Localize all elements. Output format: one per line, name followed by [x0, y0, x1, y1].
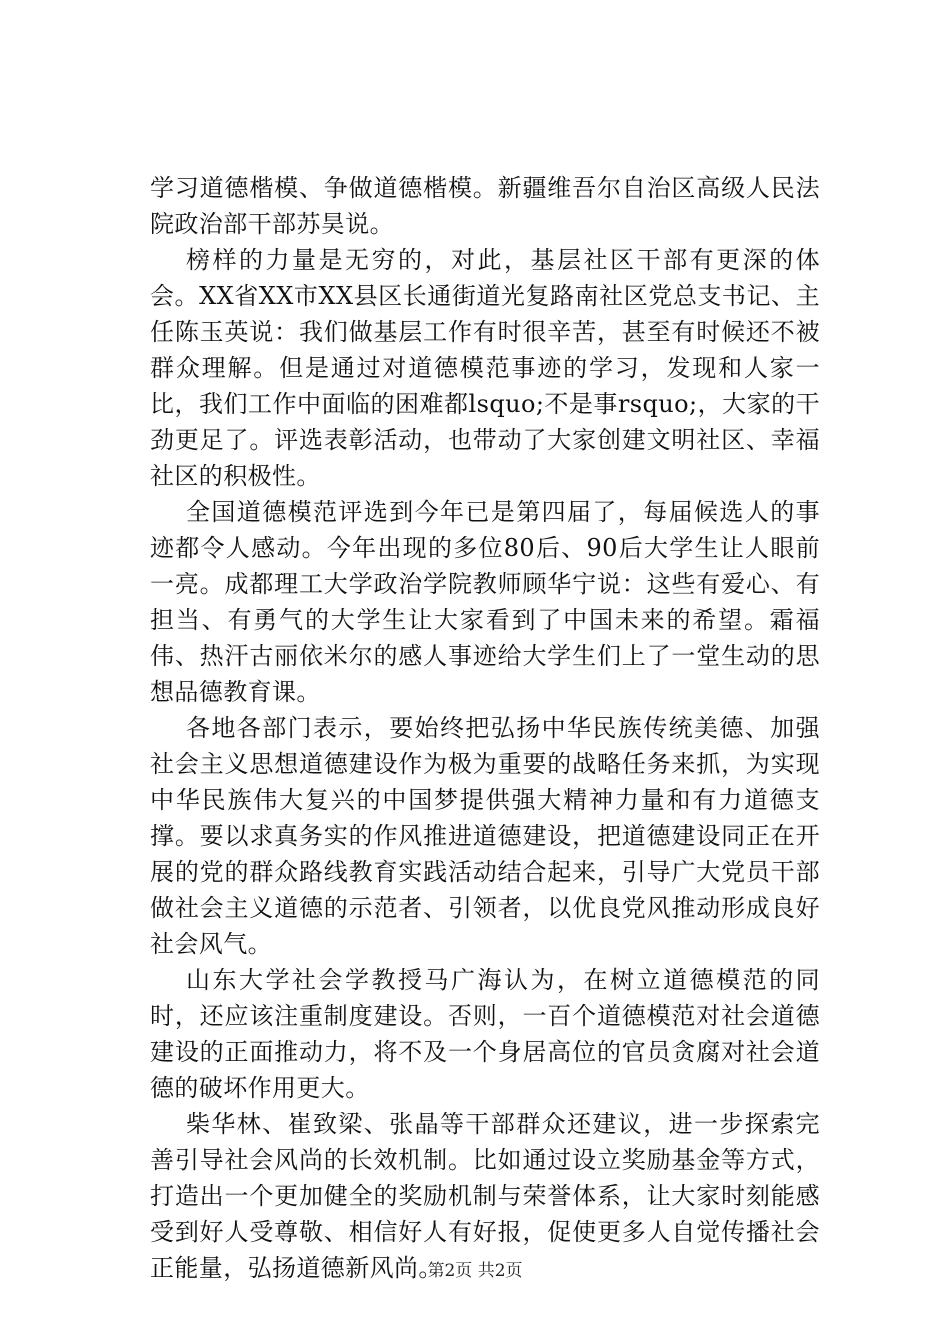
paragraph-4: 各地各部门表示，要始终把弘扬中华民族传统美德、加强社会主义思想道德建设作为极为重要的战略任务来抓，为实现中华民族伟大复兴的中国梦提供强大精神力量和有力道德支撑。要以求真务实的作风推进道德建设，把道德建设同正在开展的党的群众路线教育实践活动结合起来，引导广大党员干部做社会主义道德的示范者、引领者，以优良党风推动形成良好社会风气。 — [150, 714, 820, 958]
document-body — [150, 170, 820, 1286]
paragraph-3: 全国道德模范评选到今年已是第四届了，每届候选人的事迹都令人感动。今年出现的多位80后、90后大学生让人眼前一亮。成都理工大学政治学院教师顾华宁说：这些有爱心、有担当、有勇气的大学生让大家看到了中国未来的希望。霜福伟、热汗古丽依米尔的感人事迹给大学生们上了一堂生动的思想品德教育课。 — [150, 498, 820, 706]
page-number-footer: 第2页 共2页 — [427, 1261, 523, 1281]
paragraph-2: 榜样的力量是无穷的，对此，基层社区干部有更深的体会。XX省XX市XX县区长通街道光复路南社区党总支书记、主任陈玉英说：我们做基层工作有时很辛苦，甚至有时候还不被群众理解。但是通过对道德模范事迹的学习，发现和人家一比，我们工作中面临的困难都lsquo;不是事rsquo;，大家的干劲更足了。评选表彰活动，也带动了大家创建文明社区、幸福社区的积极性。 — [150, 246, 820, 490]
paragraph-1: 学习道德楷模、争做道德楷模。新疆维吾尔自治区高级人民法院政治部干部苏昊说。 — [150, 174, 820, 238]
paragraph-5: 山东大学社会学教授马广海认为，在树立道德模范的同时，还应该注重制度建设。否则，一百个道德模范对社会道德建设的正面推动力，将不及一个身居高位的官员贪腐对社会道德的破坏作用更大。 — [150, 966, 820, 1102]
paragraph-6: 柴华林、崔致梁、张晶等干部群众还建议，进一步探索完善引导社会风尚的长效机制。比如通过设立奖励基金等方式，打造出一个更加健全的奖励机制与荣誉体系，让大家时刻能感受到好人受尊敬、相信好人有好报，促使更多人自觉传播社会正能量，弘扬道德新风尚。 — [150, 1110, 820, 1282]
